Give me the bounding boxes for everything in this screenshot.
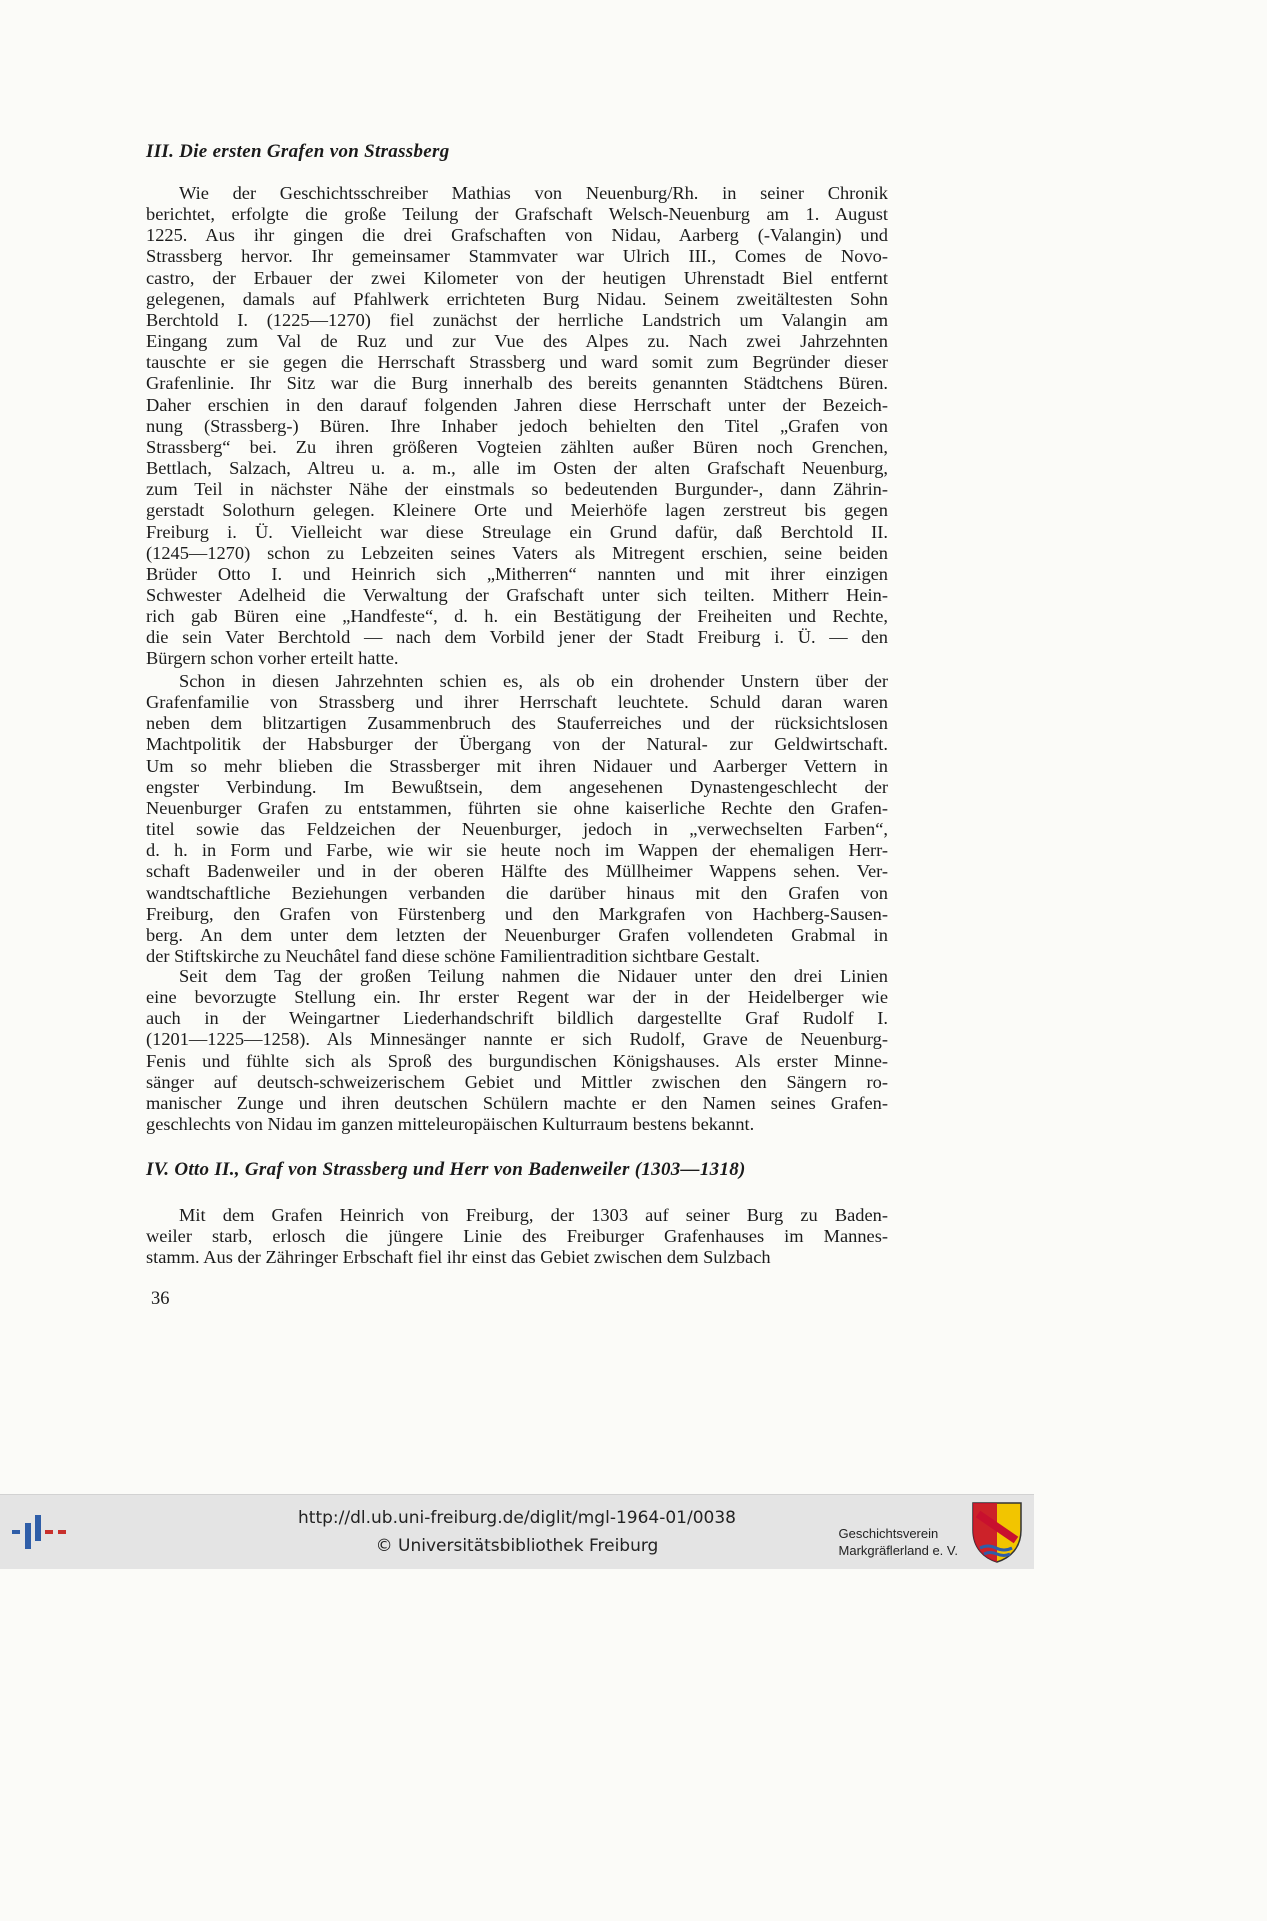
text-line: d. h. in Form und Farbe, wie wir sie heute noch im Wappen der ehemaligen Herr-: [146, 840, 888, 861]
text-line: gelegenen, damals auf Pfahlwerk errichteten Burg Nidau. Seinem zweitältesten Sohn: [146, 288, 888, 309]
copyright-text: © Universitätsbibliothek Freiburg: [375, 1536, 659, 1556]
source-url-link[interactable]: http://dl.ub.uni-freiburg.de/diglit/mgl-1964-01/0038: [298, 1508, 736, 1528]
text-line: Mit dem Grafen Heinrich von Freiburg, der 1303 auf seiner Burg zu Baden-: [179, 1205, 888, 1225]
text-line: 1225. Aus ihr gingen die drei Grafschaften von Nidau, Aarberg (-Valangin) und: [146, 225, 888, 246]
text-line: berg. An dem unter dem letzten der Neuenburger Grafen vollendeten Grabmal in: [146, 924, 888, 945]
text-line: weiler starb, erlosch die jüngere Linie des Freiburger Grafenhauses im Mannes-: [146, 1226, 888, 1247]
coat-of-arms-icon: [970, 1500, 1024, 1564]
text-line: (1245—1270) schon zu Lebzeiten seines Vaters als Mitregent erschien, seine beiden: [146, 542, 888, 563]
text-line: (1201—1225—1258). Als Minnesänger nannte er sich Rudolf, Grave de Neuenburg-: [146, 1029, 888, 1050]
text-line: Fenis und fühlte sich als Sproß des burgundischen Königshauses. Als erster Minne-: [146, 1050, 888, 1071]
society-name-line2: Markgräflerland e. V.: [838, 1543, 958, 1558]
text-line: Schwester Adelheid die Verwaltung der Grafschaft unter sich teilten. Mitherr Hein-: [146, 584, 888, 605]
text-line: Berchtold I. (1225—1270) fiel zunächst der herrliche Landstrich um Valangin am: [146, 309, 888, 330]
text-line: schaft Badenweiler und in der oberen Hälfte des Müllheimer Wappens sehen. Ver-: [146, 861, 888, 882]
section-heading-iii: III. Die ersten Grafen von Strassberg: [146, 141, 450, 162]
text-line: wandtschaftliche Beziehungen verbanden die darüber hinaus mit den Grafen von: [146, 882, 888, 903]
section-heading-iv: IV. Otto II., Graf von Strassberg und Herr von Badenweiler (1303—1318): [146, 1159, 746, 1180]
text-line: titel sowie das Feldzeichen der Neuenburger, jedoch in „verwechselten Farben“,: [146, 819, 888, 840]
text-line: die sein Vater Berchtold — nach dem Vorbild jener der Stadt Freiburg i. Ü. — den: [146, 627, 888, 648]
text-line: Freiburg i. Ü. Vielleicht war diese Streulage ein Grund dafür, daß Berchtold II.: [146, 521, 888, 542]
footer-bar: [0, 1494, 1034, 1569]
text-line: neben dem blitzartigen Zusammenbruch des Stauferreiches und der rücksichtslosen: [146, 713, 888, 734]
text-line: eine bevorzugte Stellung ein. Ihr erster Regent war der in der Heidelberger wie: [146, 987, 888, 1008]
text-line: Daher erschien in den darauf folgenden Jahren diese Herrschaft unter der Bezeich-: [146, 394, 888, 415]
text-line: nung (Strassberg-) Büren. Ihre Inhaber jedoch behielten den Titel „Grafen von: [146, 415, 888, 436]
text-line: castro, der Erbauer der zwei Kilometer von der heutigen Uhrenstadt Biel entfernt: [146, 267, 888, 288]
text-line: zum Teil in nächster Nähe der einstmals so bedeutenden Burgunder-, dann Zährin-: [146, 479, 888, 500]
text-line: Brüder Otto I. und Heinrich sich „Mitherren“ nannten und mit ihrer einzigen: [146, 563, 888, 584]
text-line: tauschte er sie gegen die Herrschaft Strassberg und ward somit zum Begründer dieser: [146, 352, 888, 373]
text-line: der Stiftskirche zu Neuchâtel fand diese schöne Familientradition sichtbare Gestalt.: [146, 946, 760, 967]
text-line: stamm. Aus der Zähringer Erbschaft fiel ihr einst das Gebiet zwischen dem Sulzbach: [146, 1247, 771, 1268]
text-line: Grafenfamilie von Strassberg und ihrer Herrschaft leuchtete. Schuld daran waren: [146, 692, 888, 713]
text-line: manischer Zunge und ihren deutschen Schülern machte er den Namen seines Grafen-: [146, 1092, 888, 1113]
text-line: engster Verbindung. Im Bewußtsein, dem angesehenen Dynastengeschlecht der: [146, 776, 888, 797]
text-line: rich gab Büren eine „Handfeste“, d. h. ein Bestätigung der Freiheiten und Rechte,: [146, 606, 888, 627]
paragraph-4: [146, 1205, 888, 1268]
text-line: berichtet, erfolgte die große Teilung der Grafschaft Welsch-Neuenburg am 1. August: [146, 204, 888, 225]
society-name: [839, 1525, 958, 1559]
text-line: geschlechts von Nidau im ganzen mitteleuropäischen Kulturraum bestens bekannt.: [146, 1114, 755, 1135]
paragraph-3: [146, 966, 888, 1135]
text-line: Wie der Geschichtsschreiber Mathias von Neuenburg/Rh. in seiner Chronik: [179, 183, 888, 203]
text-line: auch in der Weingartner Liederhandschrift bildlich dargestellte Graf Rudolf I.: [146, 1008, 888, 1029]
society-name-line1: Geschichtsverein: [838, 1526, 939, 1541]
text-line: Eingang zum Val de Ruz und zur Vue des Alpes zu. Nach zwei Jahrzehnten: [146, 331, 888, 352]
text-line: Seit dem Tag der großen Teilung nahmen die Nidauer unter den drei Linien: [179, 966, 888, 986]
text-line: Bettlach, Salzach, Altreu u. a. m., alle im Osten der alten Grafschaft Neuenburg,: [146, 458, 888, 479]
text-line: Bürgern schon vorher erteilt hatte.: [146, 648, 399, 669]
text-line: sänger auf deutsch-schweizerischem Gebiet und Mittler zwischen den Sängern ro-: [146, 1071, 888, 1092]
text-line: Freiburg, den Grafen von Fürstenberg und den Markgrafen von Hachberg-Sausen-: [146, 903, 888, 924]
text-line: gerstadt Solothurn gelegen. Kleinere Orte und Meierhöfe lagen zerstreut bis gegen: [146, 500, 888, 521]
paragraph-1: [146, 183, 888, 670]
paragraph-2: [146, 671, 888, 967]
text-line: Strassberg“ bei. Zu ihren größeren Vogteien zählten außer Büren noch Grenchen,: [146, 436, 888, 457]
text-line: Um so mehr blieben die Strassberger mit ihren Nidauer und Aarberger Vettern in: [146, 755, 888, 776]
page-number: 36: [151, 1289, 170, 1309]
text-line: Strassberg hervor. Ihr gemeinsamer Stammvater war Ulrich III., Comes de Novo-: [146, 246, 888, 267]
text-line: Grafenlinie. Ihr Sitz war die Burg innerhalb des bereits genannten Städtchens Büren.: [146, 373, 888, 394]
text-line: Machtpolitik der Habsburger der Übergang von der Natural- zur Geldwirtschaft.: [146, 734, 888, 755]
text-line: Schon in diesen Jahrzehnten schien es, als ob ein drohender Unstern über der: [179, 671, 888, 691]
text-line: Neuenburger Grafen zu entstammen, führten sie ohne kaiserliche Rechte den Grafen-: [146, 797, 888, 818]
